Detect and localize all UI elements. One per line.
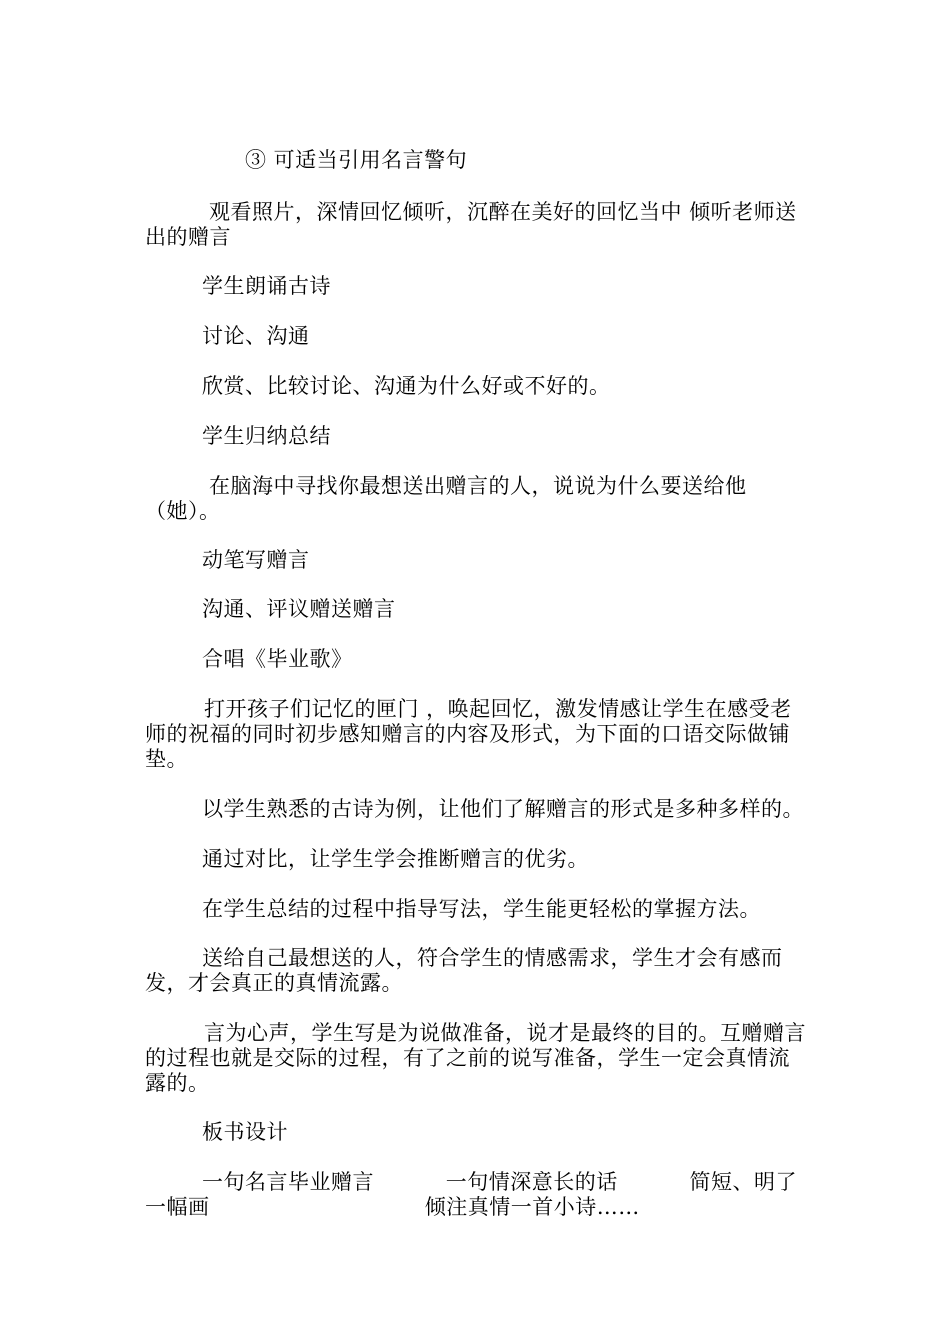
paragraph-sing: 合唱《毕业歌》 (202, 647, 353, 671)
paragraph-find-person: 在脑海中寻找你最想送出赠言的人，说说为什么要送给他（她）。 (145, 474, 747, 523)
paragraph-send-to-person: 送给自己最想送的人，符合学生的情感需求，学生才会有感而发，才会真正的真情流露。 (145, 946, 783, 995)
paragraph-summarize: 学生归纳总结 (202, 424, 331, 448)
paragraph-appreciate: 欣赏、比较讨论、沟通为什么好或不好的。 (202, 374, 611, 398)
paragraph-board-design-heading: 板书设计 (202, 1120, 288, 1144)
paragraph-recite-poem: 学生朗诵古诗 (202, 274, 331, 298)
paragraph-tip-quote: ③ 可适当引用名言警句 (245, 148, 468, 172)
paragraph-speech-prep: 言为心声，学生写是为说做准备，说才是最终的目的。互赠赠言的过程也就是交际的过程，有了之前的说写准备，学生一定会真情流露的。 (145, 1021, 806, 1095)
paragraph-compare: 通过对比，让学生学会推断赠言的优劣。 (202, 847, 589, 871)
paragraph-watch-photos: 观看照片，深情回忆倾听，沉醉在美好的回忆当中 倾听老师送出的赠言 (145, 200, 797, 249)
paragraph-board-design-content: 一句名言毕业赠言 一句情深意长的话 简短、明了一幅画 倾注真情一首小诗…… (145, 1170, 798, 1219)
paragraph-open-memory: 打开孩子们记忆的匣门 ，唤起回忆，激发情感让学生在感受老师的祝福的同时初步感知赠言的内容及形式，为下面的口语交际做铺垫。 (145, 697, 792, 771)
paragraph-poem-example: 以学生熟悉的古诗为例，让他们了解赠言的形式是多种多样的。 (202, 797, 804, 821)
paragraph-write: 动笔写赠言 (202, 548, 310, 572)
paragraph-guide-writing: 在学生总结的过程中指导写法，学生能更轻松的掌握方法。 (202, 897, 761, 921)
paragraph-discuss: 讨论、沟通 (202, 324, 310, 348)
paragraph-review: 沟通、评议赠送赠言 (202, 597, 396, 621)
